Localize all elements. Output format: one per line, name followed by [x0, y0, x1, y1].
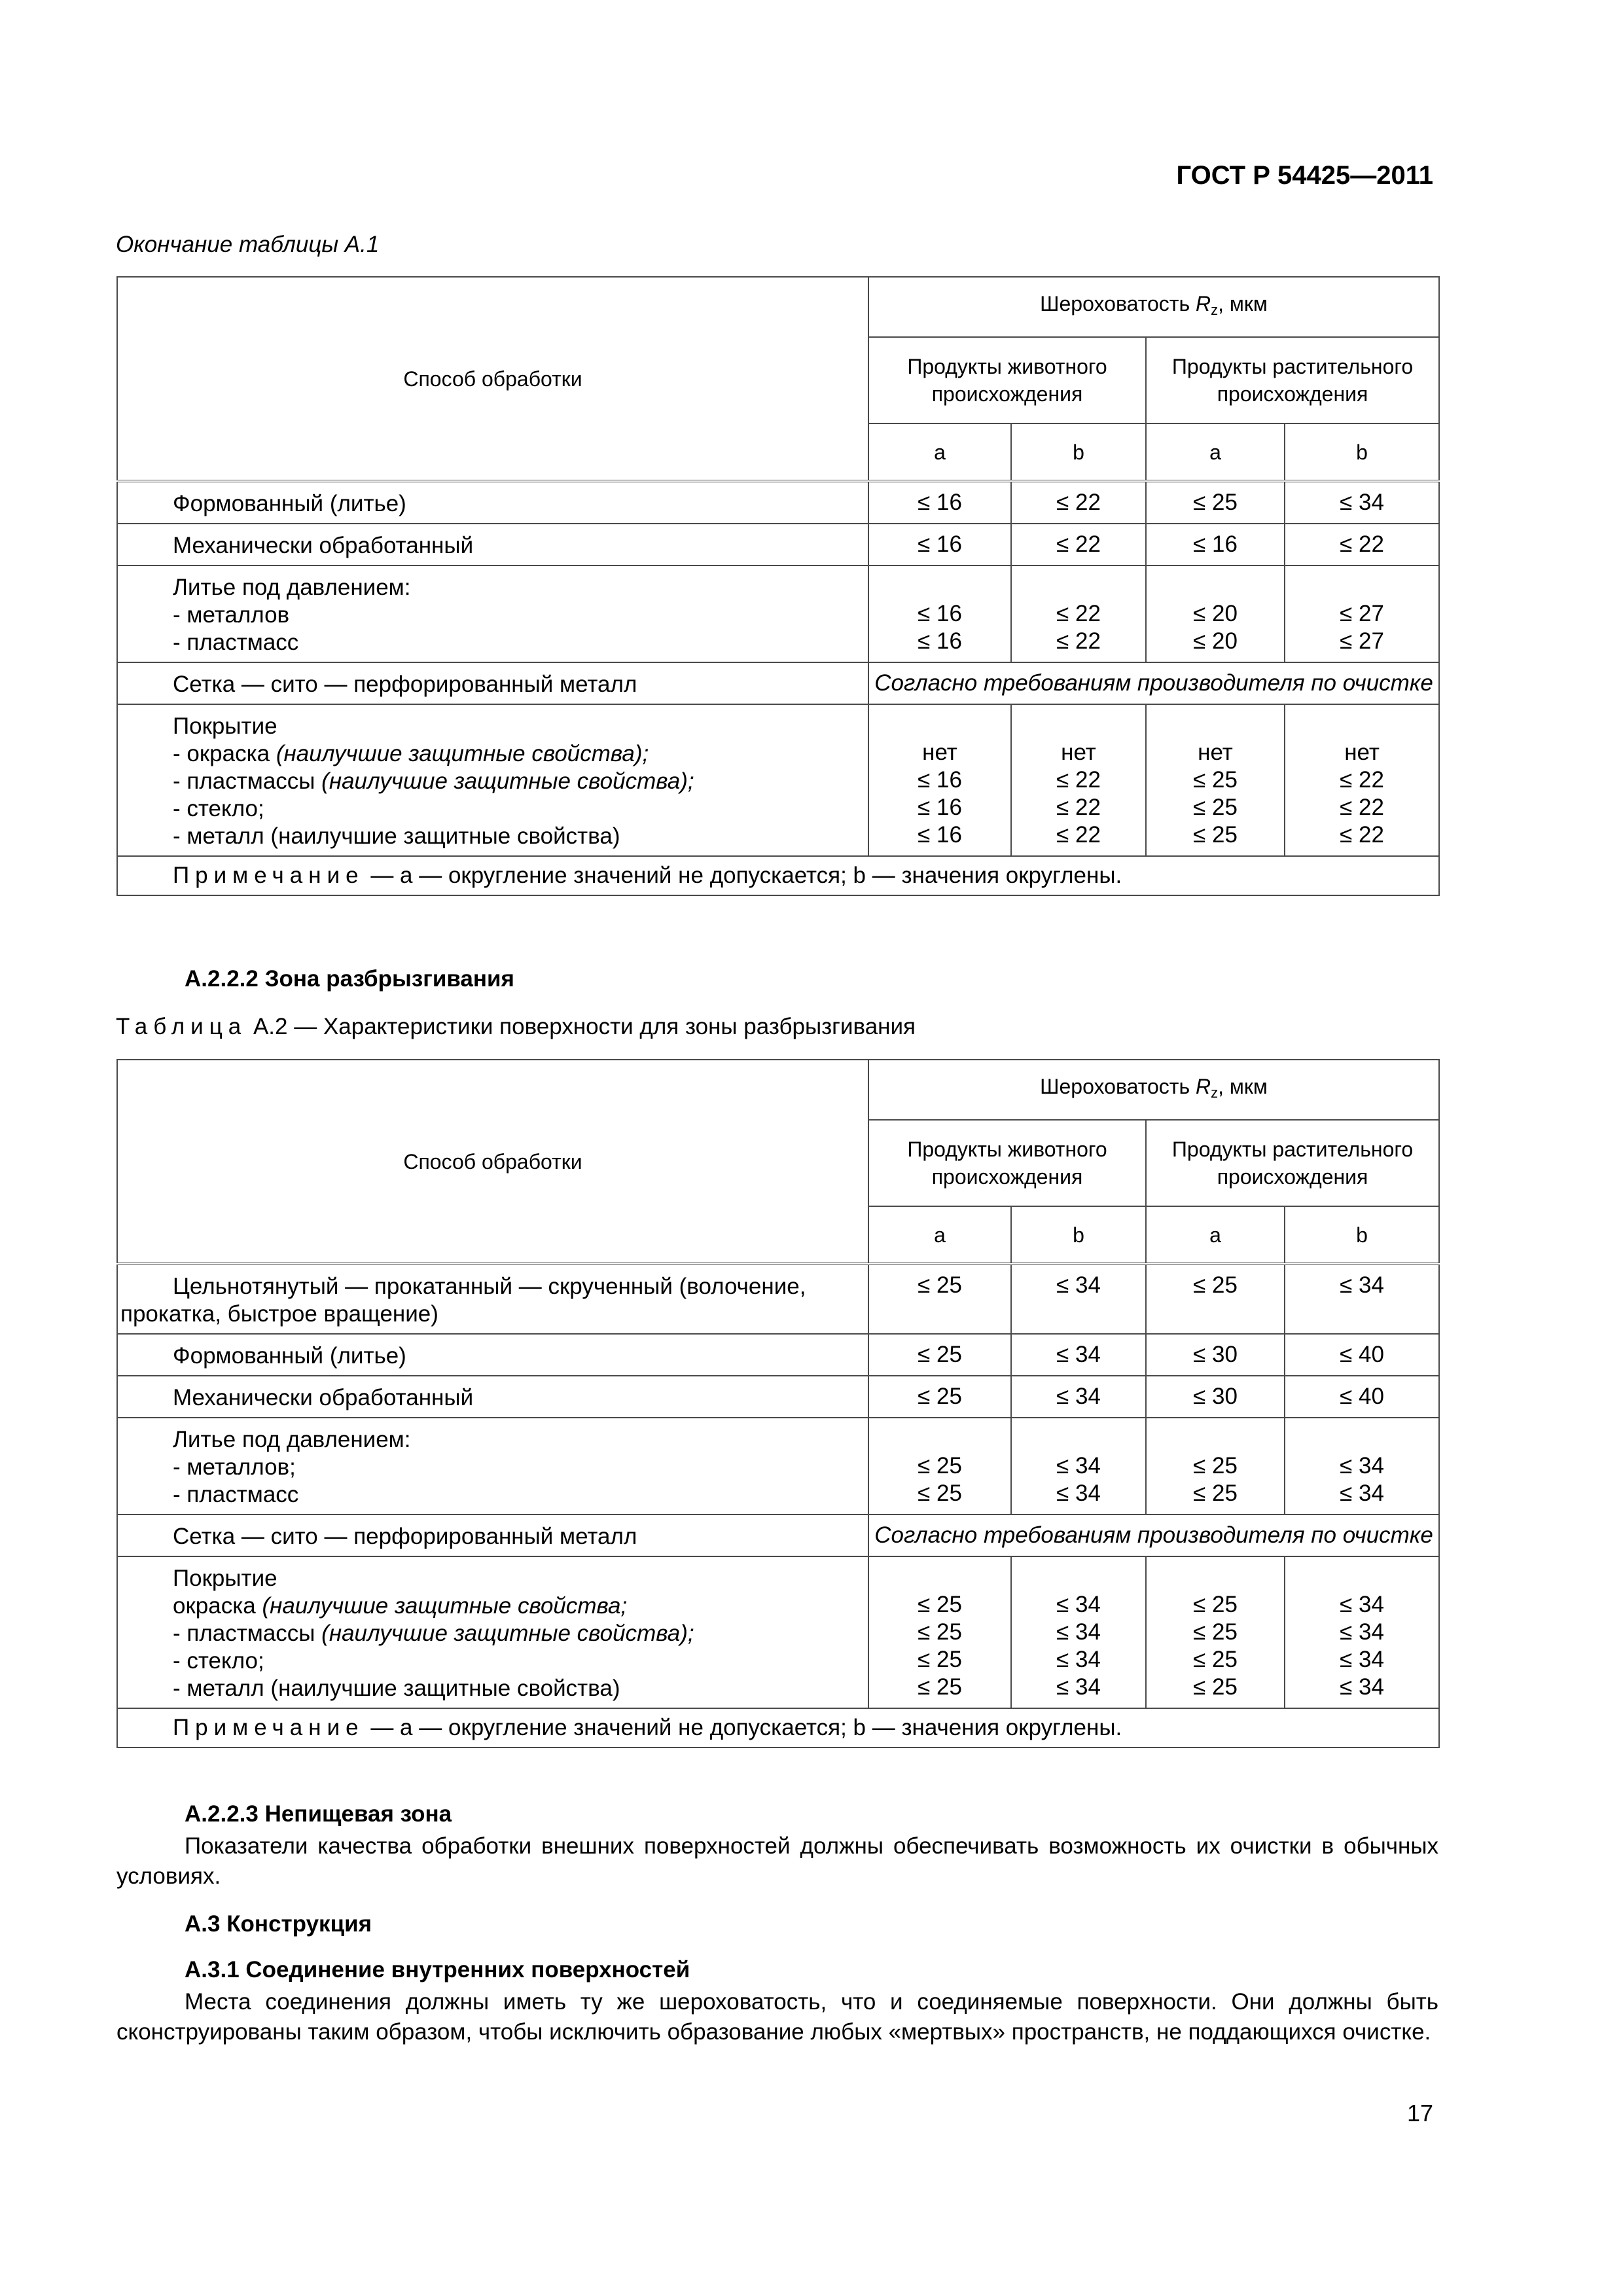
header-b: b: [1011, 1206, 1146, 1264]
value-cell: [1285, 565, 1439, 662]
value-line: [1147, 1425, 1284, 1452]
value-line: ≤ 16: [918, 767, 962, 793]
value-line: ≤ 27: [1340, 628, 1384, 654]
table-row: [117, 704, 1439, 856]
value-cell: [1285, 1334, 1439, 1376]
value-line: ≤ 22: [1340, 531, 1384, 557]
value-cell: [868, 1418, 1011, 1515]
value-line: ≤ 25: [918, 1619, 962, 1645]
table-a2: [116, 1059, 1440, 1748]
header-b: b: [1285, 423, 1439, 481]
table-row: [117, 1376, 1439, 1418]
value-line: [1285, 1425, 1438, 1452]
method-line: Цельнотянутый — прокатанный — скрученный (волочение, прокатка, быстрое вращение): [120, 1274, 806, 1327]
table2-caption: Таблица А.2 — Характеристики поверхности для зоны разбрызгивания: [116, 1014, 916, 1039]
value-line: ≤ 25: [1193, 1272, 1238, 1298]
method-line: - пластмассы (наилучшие защитные свойства);: [173, 768, 694, 794]
method-line: Механически обработанный: [173, 533, 474, 558]
value-line: ≤ 25: [1193, 822, 1238, 848]
value-cell: [1011, 524, 1146, 565]
method-cell: [117, 1556, 868, 1708]
value-line: ≤ 22: [1056, 767, 1101, 793]
table-row: [117, 565, 1439, 662]
method-line: - пластмасс: [173, 1482, 299, 1507]
section-heading-a222: А.2.2.2 Зона разбрызгивания: [185, 966, 514, 992]
value-cell: [1011, 1376, 1146, 1418]
value-line: [1012, 1564, 1145, 1591]
value-cell: [1146, 1334, 1285, 1376]
value-line: ≤ 25: [1193, 795, 1238, 820]
value-cell: [868, 1376, 1011, 1418]
method-line: - пластмассы (наилучшие защитные свойства);: [173, 1621, 694, 1646]
table1-caption: Окончание таблицы А.1: [116, 232, 380, 257]
value-line: ≤ 22: [1056, 795, 1101, 820]
value-line: ≤ 22: [1056, 601, 1101, 626]
paragraph-a223: Показатели качества обработки внешних поверхностей должны обеспечивать возможность их очистки в обычных условиях.: [116, 1833, 1438, 1889]
value-cell: [868, 481, 1011, 524]
method-line: Механически обработанный: [173, 1385, 474, 1410]
manufacturer-requirement-cell: Согласно требованиям производителя по очистке: [868, 1515, 1439, 1556]
header-plant: Продукты растительного происхождения: [1146, 1120, 1439, 1206]
page-number: 17: [1406, 2100, 1433, 2126]
method-line: Сетка — сито — перфорированный металл: [173, 672, 637, 697]
value-line: ≤ 25: [918, 1272, 962, 1298]
value-line: [1147, 711, 1284, 739]
method-cell: [117, 1376, 868, 1418]
value-line: нет: [922, 740, 957, 765]
value-line: ≤ 25: [1193, 1619, 1238, 1645]
header-roughness: Шероховатость $R_z$, мкм: [868, 1060, 1439, 1120]
value-cell: [1285, 524, 1439, 565]
header-animal: Продукты животного происхождения: [868, 1120, 1146, 1206]
value-line: ≤ 40: [1340, 1342, 1384, 1367]
value-cell: [1146, 565, 1285, 662]
value-cell: [1011, 481, 1146, 524]
value-line: ≤ 25: [1193, 1674, 1238, 1700]
table-row: [117, 481, 1439, 524]
value-cell: [1285, 1376, 1439, 1418]
value-line: [869, 573, 1010, 600]
method-line: Формованный (литье): [173, 491, 406, 516]
value-line: [1147, 1564, 1284, 1591]
value-line: ≤ 25: [918, 1674, 962, 1700]
table-row: [117, 1334, 1439, 1376]
value-line: ≤ 30: [1193, 1342, 1238, 1367]
method-line: - металлов;: [173, 1454, 296, 1480]
value-line: ≤ 25: [918, 1384, 962, 1409]
value-line: ≤ 25: [918, 1453, 962, 1479]
value-cell: [868, 704, 1011, 856]
value-cell: [1146, 524, 1285, 565]
value-line: ≤ 34: [1056, 1342, 1101, 1367]
value-line: ≤ 34: [1056, 1453, 1101, 1479]
value-line: ≤ 22: [1056, 822, 1101, 848]
value-line: ≤ 30: [1193, 1384, 1238, 1409]
value-line: ≤ 22: [1340, 795, 1384, 820]
method-cell: [117, 1264, 868, 1334]
table2-note: Примечание — а — округление значений не допускается; b — значения округлены.: [117, 1708, 1439, 1748]
value-line: [1285, 1564, 1438, 1591]
value-cell: [1285, 481, 1439, 524]
value-line: ≤ 34: [1340, 1647, 1384, 1672]
value-cell: [1146, 481, 1285, 524]
value-line: ≤ 40: [1340, 1384, 1384, 1409]
value-cell: [1146, 1376, 1285, 1418]
value-cell: [868, 1264, 1011, 1334]
value-line: [1147, 573, 1284, 600]
value-line: ≤ 25: [1193, 1453, 1238, 1479]
value-line: ≤ 34: [1056, 1480, 1101, 1506]
value-line: нет: [1198, 740, 1233, 765]
value-line: ≤ 25: [1193, 1592, 1238, 1617]
document-code: ГОСТ Р 54425—2011: [1176, 161, 1433, 190]
section-heading-a223: А.2.2.3 Непищевая зона: [185, 1801, 452, 1827]
header-b: b: [1011, 423, 1146, 481]
value-line: ≤ 34: [1056, 1674, 1101, 1700]
value-cell: [1146, 1418, 1285, 1515]
method-cell: [117, 1334, 868, 1376]
value-cell: [868, 1556, 1011, 1708]
value-cell: [1011, 1418, 1146, 1515]
value-cell: [868, 1334, 1011, 1376]
method-line: - металл (наилучшие защитные свойства): [173, 1676, 620, 1701]
header-a: a: [868, 423, 1011, 481]
table-a1: [116, 276, 1440, 896]
value-cell: [1011, 1264, 1146, 1334]
value-line: ≤ 20: [1193, 628, 1238, 654]
table2-body: [117, 1264, 1439, 1708]
method-cell: [117, 481, 868, 524]
method-line: Формованный (литье): [173, 1343, 406, 1369]
value-line: [1285, 573, 1438, 600]
value-line: [1012, 1425, 1145, 1452]
table-row: [117, 524, 1439, 565]
header-a: a: [868, 1206, 1011, 1264]
value-line: ≤ 25: [1193, 767, 1238, 793]
value-cell: [1285, 1418, 1439, 1515]
value-cell: [1011, 1334, 1146, 1376]
header-method: Способ обработки: [117, 277, 868, 481]
value-line: ≤ 16: [918, 490, 962, 515]
value-line: ≤ 25: [1193, 1647, 1238, 1672]
paragraph-a31: Места соединения должны иметь ту же шероховатость, что и соединяемые поверхности. Они должны быть сконструированы таким образом, чтобы исключить образование любых «мертвых» пространств, не поддающихся очистке.: [116, 1989, 1438, 2045]
value-line: ≤ 34: [1340, 490, 1384, 515]
value-line: ≤ 25: [918, 1480, 962, 1506]
value-cell: [1146, 1264, 1285, 1334]
table-row: [117, 1515, 1439, 1556]
value-line: ≤ 22: [1340, 822, 1384, 848]
method-line: Покрытие: [173, 1566, 277, 1591]
method-line: - металл (наилучшие защитные свойства): [173, 823, 620, 849]
value-cell: [868, 524, 1011, 565]
value-cell: [868, 565, 1011, 662]
value-line: ≤ 16: [918, 822, 962, 848]
method-line: - пластмасс: [173, 630, 299, 655]
value-line: [1012, 573, 1145, 600]
method-line: - окраска (наилучшие защитные свойства);: [173, 741, 649, 766]
method-cell: [117, 662, 868, 704]
method-cell: [117, 565, 868, 662]
value-line: [869, 1564, 1010, 1591]
value-line: нет: [1344, 740, 1380, 765]
value-line: ≤ 34: [1056, 1647, 1101, 1672]
manufacturer-requirement-cell: Согласно требованиям производителя по очистке: [868, 662, 1439, 704]
method-line: Покрытие: [173, 713, 277, 739]
value-line: ≤ 34: [1340, 1480, 1384, 1506]
header-b: b: [1285, 1206, 1439, 1264]
value-line: нет: [1061, 740, 1096, 765]
header-method: Способ обработки: [117, 1060, 868, 1264]
method-line: окраска (наилучшие защитные свойства;: [173, 1593, 628, 1619]
table1-body: [117, 481, 1439, 856]
value-cell: [1011, 565, 1146, 662]
value-line: ≤ 34: [1340, 1453, 1384, 1479]
value-line: ≤ 16: [918, 531, 962, 557]
value-line: [1012, 711, 1145, 739]
value-line: ≤ 34: [1340, 1619, 1384, 1645]
value-line: [869, 711, 1010, 739]
header-animal: Продукты животного происхождения: [868, 337, 1146, 423]
method-cell: [117, 1418, 868, 1515]
table-row: [117, 1556, 1439, 1708]
section-heading-a3: А.3 Конструкция: [185, 1911, 372, 1937]
value-cell: [1285, 1264, 1439, 1334]
value-line: ≤ 16: [1193, 531, 1238, 557]
method-line: - металлов: [173, 602, 290, 628]
value-line: ≤ 20: [1193, 601, 1238, 626]
value-cell: [1285, 704, 1439, 856]
value-line: [1285, 711, 1438, 739]
value-line: ≤ 16: [918, 628, 962, 654]
method-cell: [117, 524, 868, 565]
value-line: ≤ 34: [1056, 1592, 1101, 1617]
value-line: ≤ 34: [1340, 1592, 1384, 1617]
value-line: ≤ 22: [1056, 628, 1101, 654]
value-line: ≤ 34: [1056, 1619, 1101, 1645]
value-cell: [1146, 1556, 1285, 1708]
value-line: ≤ 34: [1056, 1384, 1101, 1409]
value-cell: [1285, 1556, 1439, 1708]
method-line: - стекло;: [173, 796, 264, 821]
value-line: ≤ 22: [1056, 531, 1101, 557]
table-row: [117, 1264, 1439, 1334]
method-line: Литье под давлением:: [173, 1427, 411, 1452]
header-a: a: [1146, 1206, 1285, 1264]
value-cell: [1011, 704, 1146, 856]
value-cell: [1146, 704, 1285, 856]
method-line: Сетка — сито — перфорированный металл: [173, 1524, 637, 1549]
method-cell: [117, 1515, 868, 1556]
value-line: ≤ 22: [1340, 767, 1384, 793]
section-heading-a31: А.3.1 Соединение внутренних поверхностей: [185, 1957, 690, 1982]
header-a: a: [1146, 423, 1285, 481]
value-line: ≤ 25: [1193, 490, 1238, 515]
value-line: [869, 1425, 1010, 1452]
value-line: ≤ 16: [918, 795, 962, 820]
method-cell: [117, 704, 868, 856]
value-line: ≤ 25: [918, 1592, 962, 1617]
value-cell: [1011, 1556, 1146, 1708]
value-line: ≤ 34: [1056, 1272, 1101, 1298]
header-plant: Продукты растительного происхождения: [1146, 337, 1439, 423]
value-line: ≤ 22: [1056, 490, 1101, 515]
value-line: ≤ 25: [918, 1647, 962, 1672]
value-line: ≤ 25: [918, 1342, 962, 1367]
table-row: [117, 1418, 1439, 1515]
table-row: [117, 662, 1439, 704]
table1-note: Примечание — а — округление значений не допускается; b — значения округлены.: [117, 856, 1439, 895]
value-line: ≤ 27: [1340, 601, 1384, 626]
value-line: ≤ 16: [918, 601, 962, 626]
header-roughness: Шероховатость $R_z$, мкм: [868, 277, 1439, 337]
method-line: Литье под давлением:: [173, 575, 411, 600]
value-line: ≤ 34: [1340, 1674, 1384, 1700]
value-line: ≤ 25: [1193, 1480, 1238, 1506]
value-line: ≤ 34: [1340, 1272, 1384, 1298]
method-line: - стекло;: [173, 1648, 264, 1674]
